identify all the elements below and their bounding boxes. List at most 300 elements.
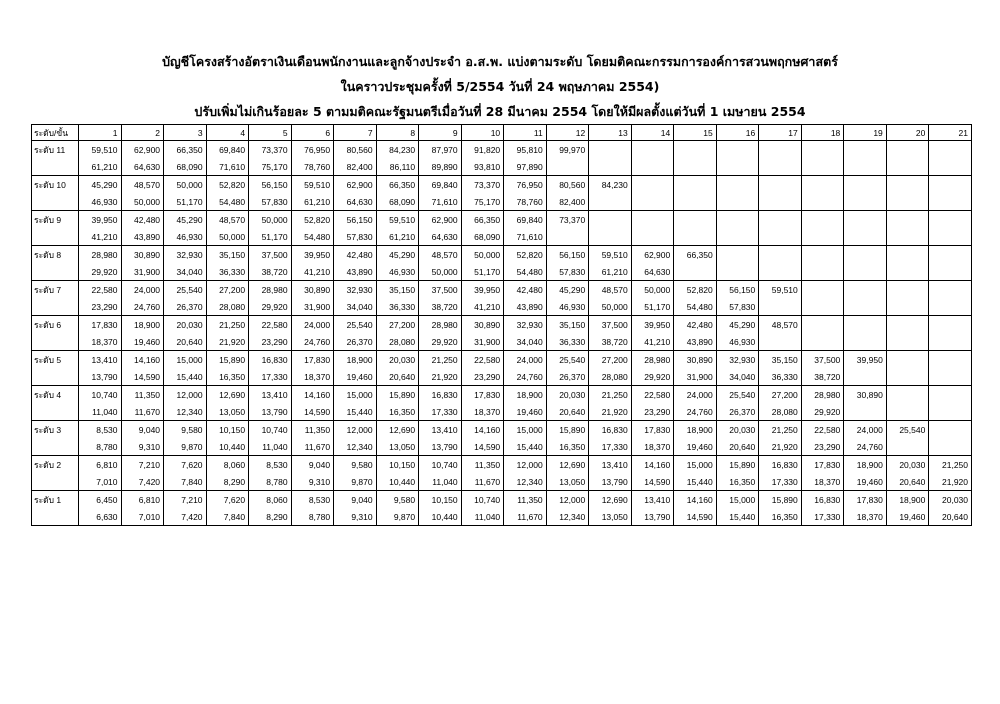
salary-cell [929, 263, 972, 281]
salary-cell: 16,830 [759, 456, 802, 474]
table-row [32, 193, 972, 211]
salary-cell: 18,900 [334, 351, 377, 369]
salary-cell: 38,720 [589, 333, 632, 351]
salary-cell [886, 193, 929, 211]
salary-cell: 30,890 [291, 281, 334, 299]
salary-cell: 71,610 [206, 158, 249, 176]
salary-cell [886, 368, 929, 386]
salary-cell: 73,370 [546, 211, 589, 229]
salary-cell: 39,950 [844, 351, 887, 369]
step-header: 14 [631, 125, 674, 141]
table-row [32, 386, 972, 404]
salary-cell: 16,350 [546, 438, 589, 456]
salary-cell [716, 141, 759, 159]
salary-cell: 13,050 [546, 473, 589, 491]
salary-cell [759, 176, 802, 194]
step-header: 2 [121, 125, 164, 141]
salary-cell: 18,900 [504, 386, 547, 404]
salary-cell: 7,420 [164, 508, 207, 526]
level-label: ระดับ 5 [32, 351, 79, 386]
salary-cell: 45,290 [164, 211, 207, 229]
salary-cell [589, 211, 632, 229]
step-header: 6 [291, 125, 334, 141]
salary-cell [801, 176, 844, 194]
salary-cell [844, 368, 887, 386]
salary-cell: 18,900 [121, 316, 164, 334]
step-header: 20 [886, 125, 929, 141]
level-label: ระดับ 6 [32, 316, 79, 351]
salary-cell: 69,840 [419, 176, 462, 194]
salary-cell: 14,590 [461, 438, 504, 456]
salary-cell: 15,890 [716, 456, 759, 474]
table-row [32, 368, 972, 386]
salary-cell: 57,830 [716, 298, 759, 316]
salary-cell: 17,830 [79, 316, 122, 334]
step-header: 4 [206, 125, 249, 141]
salary-cell [886, 246, 929, 264]
table-row [32, 491, 972, 509]
table-row [32, 456, 972, 474]
salary-cell: 52,820 [206, 176, 249, 194]
salary-cell: 14,160 [291, 386, 334, 404]
salary-cell: 80,560 [334, 141, 377, 159]
salary-cell: 15,440 [164, 368, 207, 386]
salary-cell: 38,720 [419, 298, 462, 316]
salary-cell [844, 281, 887, 299]
salary-cell: 7,010 [121, 508, 164, 526]
level-label: ระดับ 11 [32, 141, 79, 176]
salary-cell: 12,340 [504, 473, 547, 491]
step-header: 10 [461, 125, 504, 141]
salary-cell: 24,760 [504, 368, 547, 386]
salary-cell: 20,030 [376, 351, 419, 369]
salary-cell: 39,950 [461, 281, 504, 299]
salary-cell: 24,000 [121, 281, 164, 299]
salary-cell: 26,370 [716, 403, 759, 421]
salary-cell: 20,640 [886, 473, 929, 491]
salary-cell: 12,690 [546, 456, 589, 474]
salary-cell: 12,690 [206, 386, 249, 404]
salary-cell: 14,590 [291, 403, 334, 421]
salary-cell: 37,500 [249, 246, 292, 264]
salary-cell: 45,290 [79, 176, 122, 194]
salary-cell: 11,040 [461, 508, 504, 526]
salary-cell: 71,610 [419, 193, 462, 211]
salary-cell: 14,160 [674, 491, 717, 509]
salary-cell: 64,630 [419, 228, 462, 246]
salary-cell [929, 228, 972, 246]
salary-cell [886, 211, 929, 229]
salary-cell [886, 228, 929, 246]
table-row [32, 421, 972, 439]
salary-cell: 8,530 [79, 421, 122, 439]
step-header-row [32, 125, 972, 141]
salary-cell: 82,400 [334, 158, 377, 176]
salary-cell: 66,350 [674, 246, 717, 264]
salary-cell [716, 263, 759, 281]
salary-cell: 15,890 [376, 386, 419, 404]
salary-cell: 43,890 [121, 228, 164, 246]
salary-cell [929, 193, 972, 211]
step-header: 5 [249, 125, 292, 141]
salary-cell: 14,160 [461, 421, 504, 439]
salary-cell: 9,580 [164, 421, 207, 439]
salary-cell: 61,210 [376, 228, 419, 246]
salary-cell: 27,200 [759, 386, 802, 404]
table-row [32, 281, 972, 299]
table-row [32, 298, 972, 316]
salary-cell: 8,780 [291, 508, 334, 526]
salary-cell [759, 246, 802, 264]
salary-cell [546, 228, 589, 246]
salary-cell: 29,920 [631, 368, 674, 386]
salary-cell: 35,150 [376, 281, 419, 299]
salary-cell: 10,740 [419, 456, 462, 474]
salary-cell: 10,440 [376, 473, 419, 491]
step-header: 7 [334, 125, 377, 141]
salary-cell [801, 246, 844, 264]
salary-cell: 12,000 [546, 491, 589, 509]
salary-cell: 18,370 [461, 403, 504, 421]
table-header [32, 125, 972, 141]
salary-cell: 11,670 [504, 508, 547, 526]
salary-cell: 51,170 [164, 193, 207, 211]
salary-cell: 28,080 [206, 298, 249, 316]
salary-cell: 34,040 [504, 333, 547, 351]
salary-cell: 64,630 [121, 158, 164, 176]
table-row [32, 176, 972, 194]
salary-cell: 14,590 [121, 368, 164, 386]
salary-cell [929, 403, 972, 421]
salary-cell [716, 158, 759, 176]
step-header: 1 [79, 125, 122, 141]
document-title: บัญชีโครงสร้างอัตราเงินเดือนพนักงานและลูกจ้างประจำ อ.ส.พ. แบ่งตามระดับ โดยมติคณะกรรมการองค์การสวนพฤกษศาสตร์ [162, 54, 838, 69]
salary-cell [929, 368, 972, 386]
salary-cell: 13,050 [589, 508, 632, 526]
salary-cell: 25,540 [334, 316, 377, 334]
salary-cell: 62,900 [631, 246, 674, 264]
salary-cell [886, 316, 929, 334]
salary-cell: 24,760 [844, 438, 887, 456]
salary-cell: 21,250 [419, 351, 462, 369]
salary-cell [759, 298, 802, 316]
salary-cell: 61,210 [291, 193, 334, 211]
salary-cell: 17,830 [631, 421, 674, 439]
salary-cell: 11,670 [461, 473, 504, 491]
salary-cell: 6,810 [121, 491, 164, 509]
salary-cell: 11,350 [461, 456, 504, 474]
salary-cell: 12,340 [334, 438, 377, 456]
table-row [32, 316, 972, 334]
level-label: ระดับ 8 [32, 246, 79, 281]
salary-cell: 7,840 [164, 473, 207, 491]
salary-cell: 11,350 [504, 491, 547, 509]
salary-cell: 39,950 [291, 246, 334, 264]
salary-cell: 17,330 [249, 368, 292, 386]
salary-cell [886, 263, 929, 281]
salary-cell: 17,830 [461, 386, 504, 404]
salary-cell: 8,780 [249, 473, 292, 491]
salary-cell: 19,460 [121, 333, 164, 351]
salary-cell: 48,570 [419, 246, 462, 264]
salary-cell: 13,410 [631, 491, 674, 509]
table-row [32, 141, 972, 159]
salary-cell: 16,830 [801, 491, 844, 509]
salary-cell: 16,830 [419, 386, 462, 404]
salary-cell [801, 263, 844, 281]
step-header: 18 [801, 125, 844, 141]
salary-cell [886, 403, 929, 421]
salary-cell: 10,440 [206, 438, 249, 456]
salary-cell: 57,830 [334, 228, 377, 246]
step-header: 9 [419, 125, 462, 141]
salary-cell: 27,200 [206, 281, 249, 299]
salary-cell: 21,920 [206, 333, 249, 351]
salary-cell: 14,590 [674, 508, 717, 526]
salary-cell: 17,830 [844, 491, 887, 509]
salary-cell: 11,670 [291, 438, 334, 456]
salary-cell: 59,510 [589, 246, 632, 264]
salary-cell: 57,830 [546, 263, 589, 281]
salary-cell: 66,350 [376, 176, 419, 194]
salary-cell: 51,170 [249, 228, 292, 246]
salary-cell: 35,150 [546, 316, 589, 334]
salary-cell: 21,250 [589, 386, 632, 404]
salary-cell: 59,510 [759, 281, 802, 299]
salary-cell: 86,110 [376, 158, 419, 176]
salary-cell: 54,480 [504, 263, 547, 281]
salary-cell: 20,640 [376, 368, 419, 386]
level-label: ระดับ 2 [32, 456, 79, 491]
salary-cell: 46,930 [716, 333, 759, 351]
salary-cell: 12,340 [546, 508, 589, 526]
salary-cell: 28,980 [419, 316, 462, 334]
salary-cell: 42,480 [504, 281, 547, 299]
salary-cell: 21,920 [589, 403, 632, 421]
salary-cell: 52,820 [504, 246, 547, 264]
salary-cell: 51,170 [631, 298, 674, 316]
salary-cell [844, 228, 887, 246]
salary-cell: 46,930 [164, 228, 207, 246]
salary-cell [844, 193, 887, 211]
salary-cell: 9,580 [376, 491, 419, 509]
salary-cell: 22,580 [79, 281, 122, 299]
salary-cell: 50,000 [419, 263, 462, 281]
salary-cell: 32,930 [334, 281, 377, 299]
salary-cell: 41,210 [461, 298, 504, 316]
salary-cell: 10,440 [419, 508, 462, 526]
salary-cell: 7,840 [206, 508, 249, 526]
salary-cell: 13,790 [589, 473, 632, 491]
salary-cell: 9,310 [334, 508, 377, 526]
table-row [32, 473, 972, 491]
salary-cell: 23,290 [79, 298, 122, 316]
salary-cell: 21,250 [929, 456, 972, 474]
salary-cell [759, 263, 802, 281]
salary-cell: 30,890 [844, 386, 887, 404]
salary-cell: 7,210 [121, 456, 164, 474]
salary-cell [589, 228, 632, 246]
salary-cell [844, 158, 887, 176]
salary-cell: 34,040 [334, 298, 377, 316]
salary-cell: 7,620 [164, 456, 207, 474]
salary-cell: 17,830 [291, 351, 334, 369]
salary-cell: 20,030 [929, 491, 972, 509]
salary-cell: 48,570 [759, 316, 802, 334]
salary-cell [886, 281, 929, 299]
salary-cell: 27,200 [589, 351, 632, 369]
salary-cell: 51,170 [461, 263, 504, 281]
table-row [32, 508, 972, 526]
salary-cell [844, 333, 887, 351]
salary-cell: 12,690 [589, 491, 632, 509]
salary-cell: 21,920 [929, 473, 972, 491]
salary-cell: 66,350 [164, 141, 207, 159]
salary-cell [886, 386, 929, 404]
salary-cell: 84,230 [589, 176, 632, 194]
salary-cell: 46,930 [376, 263, 419, 281]
salary-cell: 41,210 [79, 228, 122, 246]
table-body [32, 141, 972, 526]
level-label: ระดับ 4 [32, 386, 79, 421]
salary-cell: 21,920 [759, 438, 802, 456]
salary-cell: 50,000 [249, 211, 292, 229]
salary-cell: 32,930 [164, 246, 207, 264]
salary-cell: 50,000 [121, 193, 164, 211]
salary-cell: 52,820 [291, 211, 334, 229]
salary-cell: 9,580 [334, 456, 377, 474]
salary-cell: 42,480 [334, 246, 377, 264]
salary-cell: 29,920 [801, 403, 844, 421]
salary-cell: 56,150 [716, 281, 759, 299]
salary-cell: 13,410 [419, 421, 462, 439]
salary-cell: 64,630 [631, 263, 674, 281]
salary-cell: 24,760 [121, 298, 164, 316]
table-row [32, 246, 972, 264]
salary-cell: 75,170 [249, 158, 292, 176]
salary-cell: 16,350 [206, 368, 249, 386]
salary-cell: 6,810 [79, 456, 122, 474]
salary-cell: 43,890 [674, 333, 717, 351]
salary-cell [716, 211, 759, 229]
salary-cell [801, 211, 844, 229]
salary-cell: 12,340 [164, 403, 207, 421]
level-label: ระดับ 1 [32, 491, 79, 526]
salary-cell: 31,900 [461, 333, 504, 351]
salary-cell: 24,760 [674, 403, 717, 421]
salary-cell: 8,060 [206, 456, 249, 474]
salary-cell: 12,690 [376, 421, 419, 439]
salary-cell: 6,450 [79, 491, 122, 509]
salary-cell: 13,790 [419, 438, 462, 456]
level-label: ระดับ 7 [32, 281, 79, 316]
salary-cell [886, 141, 929, 159]
salary-cell: 17,830 [801, 456, 844, 474]
salary-cell: 95,810 [504, 141, 547, 159]
salary-cell: 13,790 [249, 403, 292, 421]
salary-cell: 31,900 [121, 263, 164, 281]
salary-cell: 18,370 [631, 438, 674, 456]
salary-cell: 7,620 [206, 491, 249, 509]
salary-cell: 61,210 [589, 263, 632, 281]
salary-cell: 38,720 [249, 263, 292, 281]
salary-cell: 19,460 [886, 508, 929, 526]
salary-cell: 34,040 [164, 263, 207, 281]
salary-cell: 22,580 [631, 386, 674, 404]
step-header: 17 [759, 125, 802, 141]
salary-cell: 46,930 [79, 193, 122, 211]
salary-cell: 43,890 [504, 298, 547, 316]
salary-cell [886, 298, 929, 316]
salary-cell: 6,630 [79, 508, 122, 526]
level-label: ระดับ 10 [32, 176, 79, 211]
salary-cell: 15,440 [674, 473, 717, 491]
salary-cell: 12,000 [334, 421, 377, 439]
salary-cell [929, 421, 972, 439]
step-header: 13 [589, 125, 632, 141]
salary-cell: 43,890 [334, 263, 377, 281]
salary-cell [589, 158, 632, 176]
adjustment-note: ปรับเพิ่มไม่เกินร้อยละ 5 ตามมติคณะรัฐมนตรีเมื่อวันที่ 28 มีนาคม 2554 โดยให้มีผลตั้งแต่วันที่ 1 เมษายน 2554 [194, 104, 806, 119]
step-header: 12 [546, 125, 589, 141]
salary-cell: 9,870 [376, 508, 419, 526]
salary-cell: 10,150 [376, 456, 419, 474]
salary-cell: 48,570 [206, 211, 249, 229]
salary-cell: 31,900 [674, 368, 717, 386]
salary-cell: 76,950 [291, 141, 334, 159]
salary-cell: 16,350 [376, 403, 419, 421]
salary-cell: 45,290 [376, 246, 419, 264]
salary-cell [929, 246, 972, 264]
salary-cell [801, 193, 844, 211]
salary-cell: 15,000 [674, 456, 717, 474]
salary-cell: 9,870 [164, 438, 207, 456]
salary-cell: 56,150 [249, 176, 292, 194]
salary-cell: 8,780 [79, 438, 122, 456]
step-header: 8 [376, 125, 419, 141]
salary-cell: 28,980 [79, 246, 122, 264]
meeting-reference: ในคราวประชุมครั้งที่ 5/2554 วันที่ 24 พฤษภาคม 2554) [340, 79, 660, 94]
salary-cell: 38,720 [801, 368, 844, 386]
salary-cell [929, 316, 972, 334]
salary-cell [716, 228, 759, 246]
salary-cell: 13,050 [206, 403, 249, 421]
salary-cell: 11,040 [249, 438, 292, 456]
salary-cell: 91,820 [461, 141, 504, 159]
salary-cell: 13,790 [631, 508, 674, 526]
salary-cell [886, 158, 929, 176]
salary-cell: 39,950 [79, 211, 122, 229]
salary-cell: 20,640 [546, 403, 589, 421]
salary-cell: 37,500 [419, 281, 462, 299]
salary-cell: 16,350 [716, 473, 759, 491]
salary-cell: 20,030 [164, 316, 207, 334]
salary-cell [844, 141, 887, 159]
salary-cell: 25,540 [546, 351, 589, 369]
salary-cell: 32,930 [716, 351, 759, 369]
salary-cell: 71,610 [504, 228, 547, 246]
salary-cell: 9,870 [334, 473, 377, 491]
salary-cell: 82,400 [546, 193, 589, 211]
salary-cell: 73,370 [461, 176, 504, 194]
salary-cell: 21,250 [759, 421, 802, 439]
salary-cell: 15,890 [546, 421, 589, 439]
salary-cell: 73,370 [249, 141, 292, 159]
salary-cell: 10,740 [79, 386, 122, 404]
salary-cell: 21,920 [419, 368, 462, 386]
salary-cell: 89,890 [419, 158, 462, 176]
salary-cell: 62,900 [419, 211, 462, 229]
